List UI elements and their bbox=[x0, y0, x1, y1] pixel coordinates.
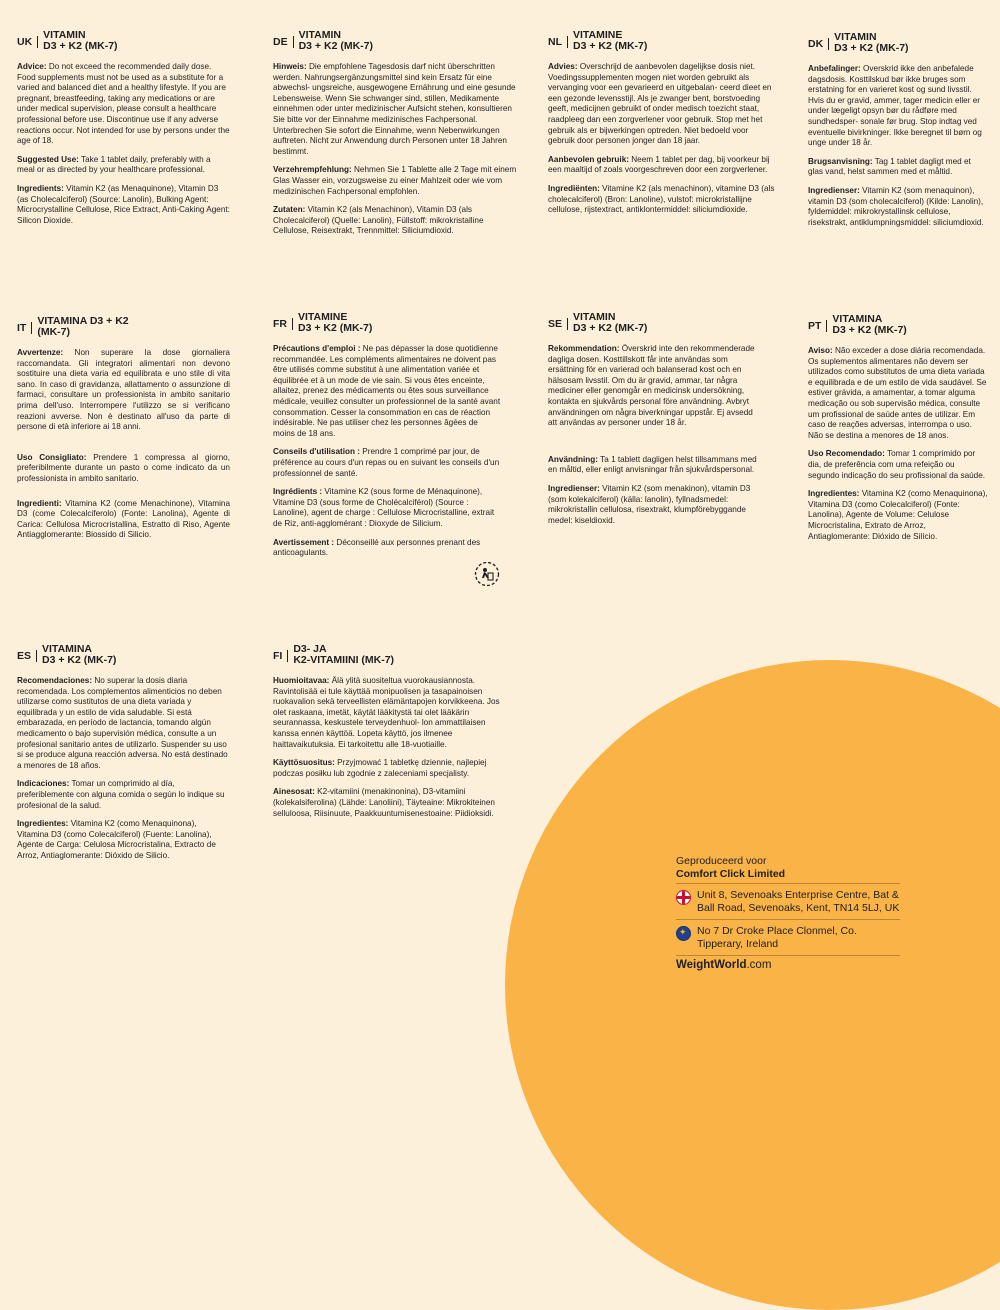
paragraph-heading: Zutaten: bbox=[273, 205, 306, 215]
country-code: DK bbox=[808, 38, 829, 50]
paragraph-text: Nehmen Sie 1 Tablette alle 2 Tage mit einem Glas Wasser ein, vorzugsweise zu einer Mahlzeit oder wie vom medizinischen Fachpersonal empfohlen. bbox=[273, 165, 517, 196]
decorative-circle bbox=[505, 660, 1000, 1310]
paragraph-text: Overschrijd de aanbevolen dagelijkse dosis niet. Voedingssupplementen mogen niet worden gebruikt als vervanging voor een gevarieerd en uitgebalan- ceerd dieet en een gezonde levensstijl. Als je zwanger bent, borstvoeding geeft, medicijnen gebruikt of onder medisch toezicht staat, raadpleeg dan een zorgverlener voor gebruik. Stop met het gebruik als er bijwerkingen optreden. Niet bedoeld voor gebruik door personen jonger dan 18 jaar. bbox=[548, 62, 772, 146]
produced-for-label: Geproduceerd voor bbox=[676, 855, 767, 867]
paragraph-text: Overskrid ikke den anbefalede dagsdosis. Kosttilskud bør ikke bruges som erstatning for en varieret kost og sund livsstil. Hvis du er gravid, ammer, tager medicin eller er under lægeligt opsyn bør du rådføre med sundhedsper- sonale før brug. Stop indtag ved eventuelle bivirkninger. Ikke beregnet til børn og unge under 18 år. bbox=[808, 64, 982, 148]
paragraph-text: Ta 1 tablett dagligen helst tillsammans med en måltid, eller enligt anvisningar från sjukvårdspersonal. bbox=[548, 454, 757, 475]
paragraph-heading: Recomendaciones: bbox=[17, 676, 93, 685]
product-title: VITAMINE D3 + K2 (MK-7) bbox=[573, 29, 648, 52]
panel-header bbox=[273, 312, 501, 334]
label-paragraph bbox=[273, 676, 501, 750]
paragraph-heading: Anbefalinger: bbox=[808, 64, 861, 73]
panel-header bbox=[17, 316, 230, 338]
paragraph-heading: Uso Consigliato: bbox=[17, 452, 87, 462]
paragraph-heading: Hinweis: bbox=[273, 62, 307, 71]
country-code: UK bbox=[17, 36, 38, 48]
paragraph-text: Vitamine K2 (sous forme de Ménaquinone), Vitamine D3 (sous forme de Cholécalciférol) (Source : Lanoline), agent de charge : Cellulose Microcristalline, extrait de Riz, anti-agglomérant : Dioxyde de Silicium. bbox=[273, 487, 495, 528]
website-tld: .com bbox=[746, 959, 772, 971]
paragraph-text: Vitamina K2 (como Menaquinona), Vitamina D3 (como Colecalciferol) (Fonte: Lanolina), Agente de Volume: Celulose Microcristalina, Extrato de Arroz, Antiaglomerante: Dióxido de Silício. bbox=[808, 489, 988, 541]
label-paragraph bbox=[273, 447, 501, 479]
panel-pt bbox=[808, 314, 988, 550]
website-link[interactable] bbox=[676, 959, 900, 972]
paragraph-heading: Ainesosat: bbox=[273, 787, 315, 797]
panel-fr bbox=[273, 312, 501, 567]
paragraph-text: Prendre 1 comprimé par jour, de préférence au cours d'un repas ou en suivant les conseils d'un professionnel de santé. bbox=[273, 447, 500, 478]
label-paragraph bbox=[17, 499, 230, 541]
paragraph-heading: Käyttösuositus: bbox=[273, 758, 335, 768]
recycle-icon bbox=[474, 561, 500, 587]
label-paragraph bbox=[808, 449, 988, 481]
paragraph-text: Vitamine K2 (als menachinon), vitamine D3 (als cholecalciferol) (Bron: Lanoline), vulstof: microkristallijne cellulose, rijstextract, antiklontermiddel: siliciumdioxide. bbox=[548, 183, 775, 215]
paragraph-heading: Ingredients: bbox=[17, 183, 64, 193]
paragraph-heading: Suggested Use: bbox=[17, 154, 79, 164]
label-paragraph bbox=[808, 346, 988, 441]
paragraph-heading: Advies: bbox=[548, 62, 578, 71]
paragraph-text: K2-vitamiini (menakinonina), D3-vitamiini (kolekalsiferolina) (Lähde: Lanoliini), Täyteaine: Mikrokiteinen selluloosa, Riisinuute, Paakkuuntumisenestoaine: Piidioksidi. bbox=[273, 787, 495, 818]
product-title: VITAMINA D3 + K2 (MK-7) bbox=[832, 313, 907, 336]
paragraph-text: Non superare la dose giornaliera raccomandata. Gli integratori alimentari non devono sostituire una dieta varia ed equilibrata e uno stile di vita sano. In caso di gravidanza, allattamento o assunzione di farmaci, consultare un professionista in ambito sanitario prima dell'uso. Interrompere l'utilizzo se si verificano reazioni avverse. Non è destinato all'uso da parte di persone di età inferiore ai 18 anni. bbox=[17, 348, 230, 432]
product-title: VITAMIN D3 + K2 (MK-7) bbox=[573, 311, 648, 334]
paragraph-text: Vitamin K2 (som menakinon), vitamin D3 (som kolekalciferol) (källa: lanolin), fyllnadsmedel: mikrokristallin cellulosa, risextrakt, klumpförebyggande medel: kiseldioxid. bbox=[548, 483, 751, 525]
paragraph-text: Prendere 1 compressa al giorno, preferibilmente durante un pasto o come indicato da un professionista in ambito sanitario. bbox=[17, 452, 230, 483]
uk-flag-icon bbox=[676, 890, 691, 905]
label-paragraph bbox=[548, 344, 762, 429]
panel-header bbox=[548, 312, 762, 334]
paragraph-heading: Précautions d'emploi : bbox=[273, 344, 361, 353]
panel-fi bbox=[273, 644, 501, 827]
paragraph-text: Do not exceed the recommended daily dose. Food supplements must not be used as a substitute for a varied and balanced diet and a healthy lifestyle. If you are pregnant, breastfeeding, taking any medications or are under medical supervision, please consult a healthcare professional before use. Discontinue use if any adverse reactions occur. Not intended for use by persons under the age of 18. bbox=[17, 62, 230, 146]
paragraph-heading: Huomioitavaa: bbox=[273, 676, 330, 685]
panel-header bbox=[273, 644, 501, 666]
divider bbox=[676, 883, 900, 884]
paragraph-text: Tag 1 tablet dagligt med et glas vand, helst sammen med et måltid. bbox=[808, 156, 971, 177]
panel-header bbox=[548, 30, 776, 52]
label-paragraph bbox=[273, 205, 520, 237]
paragraph-heading: Användning: bbox=[548, 454, 599, 464]
paragraph-heading: Avertissement : bbox=[273, 537, 335, 547]
product-title: VITAMINA D3 + K2 (MK-7) bbox=[37, 315, 129, 338]
paragraph-heading: Ingrédients : bbox=[273, 487, 323, 497]
address-uk bbox=[676, 887, 900, 916]
paragraph-text: Não exceder a dose diária recomendada. Os suplementos alimentares não devem ser utilizados como substitutos de uma dieta variada e equilibrada e de um estilo de vida saudável. Se estiver grávida, a amamentar, a tomar alguma medicação ou sob supervisão médica, consulte um profissional de saúde antes de utilizar. Em caso de reações adversas, interrompa o uso. Não se destina a menores de 18 anos. bbox=[808, 346, 987, 440]
country-code: DE bbox=[273, 36, 294, 48]
manufacturer-block bbox=[676, 855, 900, 972]
paragraph-heading: Aviso: bbox=[808, 346, 833, 355]
product-title: VITAMINE D3 + K2 (MK-7) bbox=[298, 311, 373, 334]
address-ie bbox=[676, 923, 900, 952]
label-paragraph bbox=[17, 453, 230, 485]
label-paragraph bbox=[17, 184, 230, 226]
paragraph-heading: Rekommendation: bbox=[548, 344, 620, 353]
label-paragraph bbox=[273, 62, 520, 157]
paragraph-heading: Ingredienser: bbox=[808, 185, 860, 195]
panel-header bbox=[17, 30, 230, 52]
label-paragraph bbox=[808, 186, 988, 228]
eu-flag-icon bbox=[676, 926, 691, 941]
country-code: FI bbox=[273, 650, 288, 662]
paragraph-heading: Aanbevolen gebruik: bbox=[548, 154, 629, 164]
panel-header bbox=[808, 314, 988, 336]
label-paragraph bbox=[17, 62, 230, 147]
label-paragraph bbox=[273, 165, 520, 197]
label-paragraph bbox=[548, 455, 762, 476]
panel-header bbox=[808, 32, 988, 54]
paragraph-text: Przyjmować 1 tabletkę dziennie, najlepiej podczas posiłku lub zgodnie z zaleceniami specjalisty. bbox=[273, 758, 487, 778]
label-paragraph bbox=[808, 64, 988, 149]
paragraph-heading: Conseils d'utilisation : bbox=[273, 447, 361, 457]
product-title: D3- JA K2-VITAMIINI (MK-7) bbox=[293, 643, 395, 666]
company-name: Comfort Click Limited bbox=[676, 867, 786, 880]
label-paragraph bbox=[548, 62, 776, 147]
product-title: VITAMIN D3 + K2 (MK-7) bbox=[298, 29, 373, 52]
label-paragraph bbox=[808, 157, 988, 178]
label-paragraph bbox=[273, 487, 501, 529]
country-code: IT bbox=[17, 322, 32, 334]
label-paragraph bbox=[17, 155, 230, 176]
website-brand: WeightWorld bbox=[676, 959, 747, 971]
paragraph-text: Neem 1 tablet per dag, bij voorkeur bij een maaltijd of zoals voorgeschreven door een zorgverlener. bbox=[548, 154, 770, 175]
panel-de bbox=[273, 30, 520, 245]
panel-uk bbox=[17, 30, 230, 234]
country-code: NL bbox=[548, 36, 568, 48]
paragraph-heading: Ingrediënten: bbox=[548, 183, 600, 193]
address-ie-text: No 7 Dr Croke Place Clonmel, Co. Tipperary, Ireland bbox=[697, 925, 857, 950]
address-uk-text: Unit 8, Sevenoaks Enterprise Centre, Bat & Ball Road, Sevenoaks, Kent, TN14 5LJ, UK bbox=[697, 889, 900, 914]
panel-es bbox=[17, 644, 230, 870]
product-title: VITAMINA D3 + K2 (MK-7) bbox=[42, 643, 117, 666]
label-paragraph bbox=[17, 676, 230, 771]
label-paragraph bbox=[273, 538, 501, 559]
paragraph-heading: Verzehrempfehlung: bbox=[273, 165, 352, 175]
label-paragraph bbox=[273, 787, 501, 819]
label-paragraph bbox=[548, 484, 762, 526]
paragraph-text: No superar la dosis diaria recomendada. Los complementos alimenticios no deben utilizarse como sustitutos de una dieta variada y equilibrada y un estilo de vida saludable. Si está embarazada, en período de lactancia, tomando algún medicamento o bajo supervisión médica, consulte a un profesional sanitario antes de utilizarlo. Suspender su uso si se produce alguna reacción adversa. No está destinado a menores de 18 años. bbox=[17, 676, 228, 770]
paragraph-heading: Ingredienser: bbox=[548, 483, 600, 493]
divider bbox=[676, 955, 900, 956]
paragraph-text: Vitamin K2 (as Menaquinone), Vitamin D3 (as Cholecalciferol) (Source: Lanolin), Bulking Agent: Microcrystalline Cellulose, Rice Extract, Anti-Caking Agent: Silicon Dioxide. bbox=[17, 183, 230, 225]
paragraph-text: Déconseillé aux personnes prenant des anticoagulants. bbox=[273, 537, 481, 558]
panel-nl bbox=[548, 30, 776, 224]
paragraph-text: Tomar 1 comprimido por dia, de preferência com uma refeição ou segundo indicação do seu profissional da saúde. bbox=[808, 449, 986, 480]
paragraph-text: Vitamin K2 (als Menachinon), Vitamin D3 (als Cholecalciferol) (Quelle: Lanolin), Füllstoff: mikrokristalline Cellulose, Reisextrakt, Trennmittel: Siliciumdioxid. bbox=[273, 205, 484, 236]
paragraph-heading: Ingredientes: bbox=[17, 819, 69, 829]
country-code: FR bbox=[273, 318, 293, 330]
panel-se bbox=[548, 312, 762, 534]
paragraph-text: Vitamina K2 (come Menachinone), Vitamina D3 (come Colecalciferolo) (Fonte: Lanolina), Agente di Carica: Cellulosa Microcristallina, Estratto di Riso, Agente Antiagglomerante: Biossido di Silicio. bbox=[17, 498, 230, 540]
paragraph-heading: Brugsanvisning: bbox=[808, 156, 873, 166]
paragraph-text: Vitamina K2 (como Menaquinona), Vitamina D3 (como Colecalciferol) (Fuente: Lanolina), Agente de Carga: Celulosa Microcristalina, Extracto de Arroz, Antiaglomerante: Dióxido de Silicio. bbox=[17, 819, 216, 860]
product-title: VITAMIN D3 + K2 (MK-7) bbox=[43, 29, 118, 52]
label-paragraph bbox=[548, 155, 776, 176]
paragraph-text: Överskrid inte den rekommenderade dagliga dosen. Kosttillskott får inte användas som ersättning för en varierad och balanserad kost och en hälsosam livsstil. Om du är gravid, ammar, tar några mediciner eller genomgår en medicinsk undersökning, kontakta en sjukvårds personal före användning. Avbryt användningen om några biverkningar uppstår. Ej avsedd att användas av personer under 18 år. bbox=[548, 344, 755, 428]
paragraph-heading: Ingredienti: bbox=[17, 498, 62, 508]
label-paragraph bbox=[17, 819, 230, 861]
country-code: ES bbox=[17, 650, 37, 662]
paragraph-heading: Advice: bbox=[17, 62, 47, 71]
panel-header bbox=[273, 30, 520, 52]
label-paragraph bbox=[273, 758, 501, 779]
panel-dk bbox=[808, 32, 988, 236]
country-code: SE bbox=[548, 318, 568, 330]
label-paragraph bbox=[273, 344, 501, 439]
paragraph-heading: Ingredientes: bbox=[808, 489, 860, 499]
paragraph-heading: Avvertenze: bbox=[17, 348, 64, 357]
label-paragraph bbox=[17, 779, 230, 811]
divider bbox=[676, 919, 900, 920]
paragraph-text: Die empfohlene Tagesdosis darf nicht überschritten werden. Nahrungsergänzungsmittel sind kein Ersatz für eine abwechsl- ungsreiche, ausgewogene Ernährung und eine gesunde Lebensweise. Wenn Sie schwanger sind, stillen, Medikamente einnehmen oder unter medizinischer Aufsicht stehen, konsultieren Sie bitte vor der Einnahme medizinisches Fachpersonal. Unterbrechen Sie sofort die Einnahme, wenn Nebenwirkungen auftreten. Nicht zur Anwendung durch Personen unter 18 Jahren bestimmt. bbox=[273, 62, 516, 156]
panel-it bbox=[17, 316, 230, 549]
paragraph-text: Vitamin K2 (som menaquinon), vitamin D3 (som cholecalciferol) (Kilde: Lanolin), fyldemiddel: mikrokrystallinsk cellulose, risekstrakt, antiklumpningsmiddel: siliciumdioxid. bbox=[808, 185, 984, 227]
paragraph-heading: Indicaciones: bbox=[17, 779, 70, 789]
product-title: VITAMIN D3 + K2 (MK-7) bbox=[834, 31, 909, 54]
label-paragraph bbox=[548, 184, 776, 216]
paragraph-text: Ne pas dépasser la dose quotidienne recommandée. Les compléments alimentaires ne doivent pas être utilisés comme substitut à une alimentation variée et équilibrée et à un mode de vie sain. Si vous êtes enceinte, allaitez, prenez des médicaments ou êtes sous surveillance médicale, veuillez consulter un professionnel de la santé avant consommation. Cesser la consommation en cas de réaction indésirable. Ne pas utiliser chez les personnes âgées de moins de 18 ans. bbox=[273, 344, 501, 438]
paragraph-heading: Uso Recomendado: bbox=[808, 449, 885, 459]
paragraph-text: Älä ylitä suositeltua vuorokausiannosta. Ravintolisää ei tule käyttää monipuolisen ja tasapainoisen ruokavalion sekä terveellisten elämäntapojen korvikkeena. Jos olet raskaana, imetät, käytät lääkitystä tai olet lääkärin seurannassa, keskustele terveydenhuol- lon ammattilaisen kanssa ennen käyttöä. Lopeta käyttö, jos ilmenee haittavaikutuksia. Ei tarkoitettu alle 18-vuotiaille. bbox=[273, 676, 500, 749]
panel-header bbox=[17, 644, 230, 666]
paragraph-text: Take 1 tablet daily, preferably with a meal or as directed by your healthcare professional. bbox=[17, 154, 211, 175]
paragraph-text: Tomar un comprimido al día, preferiblemente con alguna comida o según lo indique su profesional de la salud. bbox=[17, 779, 225, 810]
country-code: PT bbox=[808, 320, 827, 332]
label-paragraph bbox=[808, 489, 988, 542]
label-paragraph bbox=[17, 348, 230, 433]
